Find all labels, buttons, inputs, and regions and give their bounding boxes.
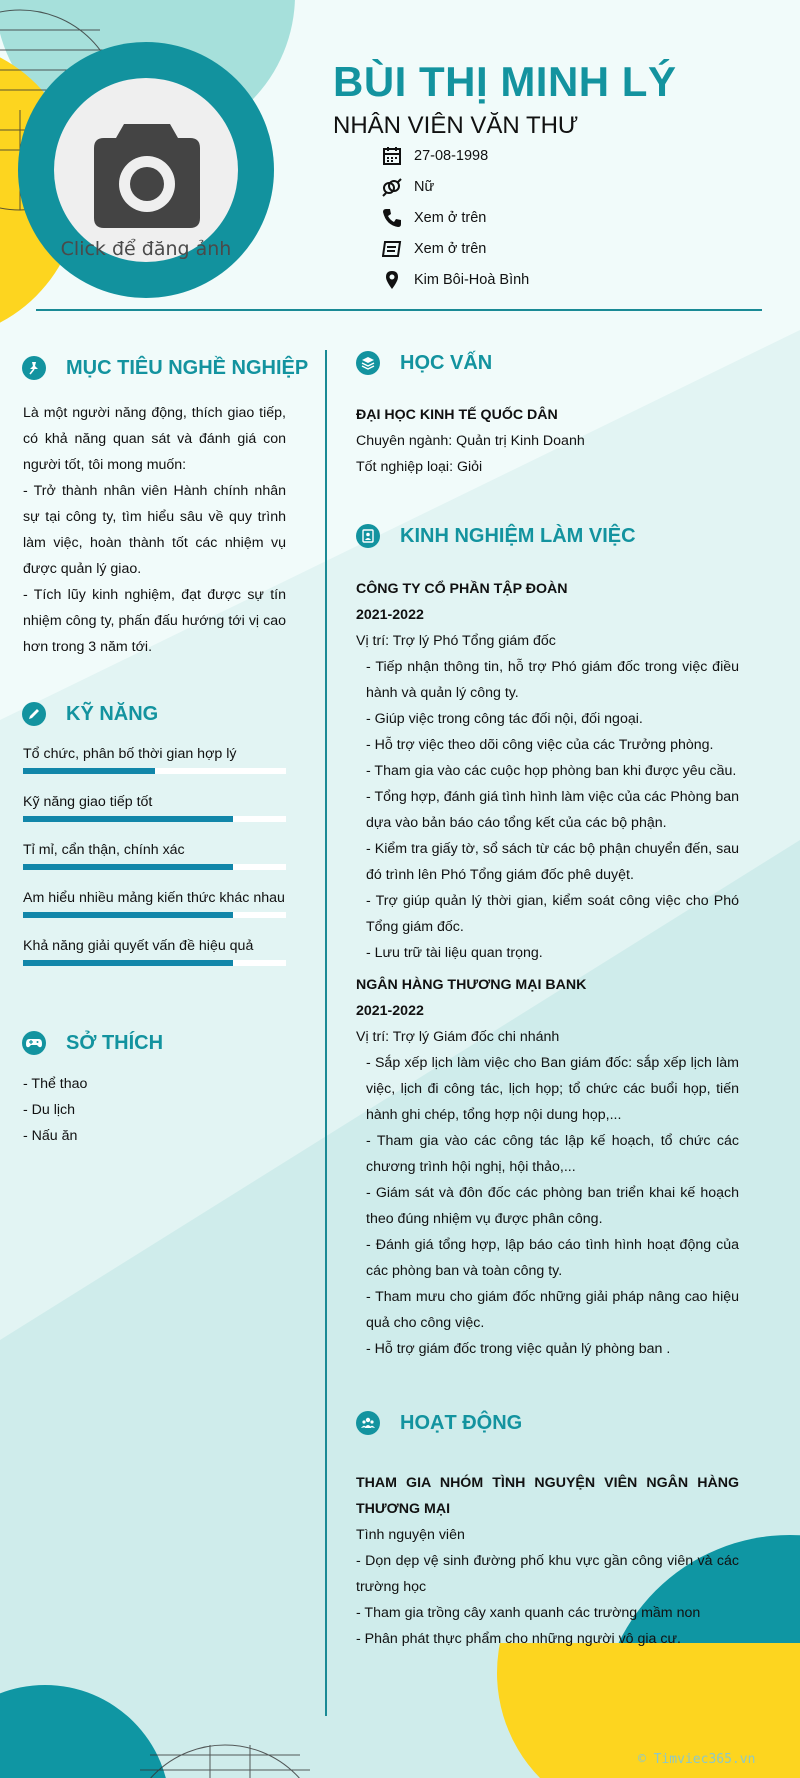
experience-heading <box>356 524 636 548</box>
list-item: - Tiếp nhận thông tin, hỗ trợ Phó giám đốc trong việc điều hành và quản lý công ty. <box>366 659 739 701</box>
avatar-frame <box>18 42 274 298</box>
objective-text: Là một người năng động, thích giao tiếp, có khả năng quan sát và đánh giá con người tốt, tôi mong muốn: - Trở thành nhân viên Hành chính nhân sự tại công ty, tìm hiểu sâu về quy trình làm việc, hoàn thành tốt các nhiệm vụ được quản lý giao. - Tích lũy kinh nghiệm, đạt được sự tín nhiệm công ty, phấn đấu hướng tới vị cao hơn trong 3 năm tới. <box>23 405 286 655</box>
education-major: Chuyên ngành: Quản trị Kinh Doanh <box>356 433 585 449</box>
objective-heading <box>22 356 308 380</box>
education-grade: Tốt nghiệp loại: Giỏi <box>356 459 483 475</box>
camera-icon <box>94 124 200 228</box>
list-item: - Hỗ trợ giám đốc trong việc quản lý phòng ban . <box>366 1341 671 1357</box>
group-icon <box>361 1416 375 1430</box>
education-title: HỌC VẤN <box>400 351 493 374</box>
list-item: - Tham gia vào các công tác lập kế hoạch, tổ chức các chương trình hội nghị, hội thảo,... <box>366 1133 739 1175</box>
info-email <box>382 233 529 264</box>
skill-bar-fill <box>23 960 233 966</box>
experience-title: KINH NGHIỆM LÀM VIỆC <box>400 524 636 547</box>
skills-heading <box>22 702 158 726</box>
pencil-icon <box>27 707 41 721</box>
skill-bar-fill <box>23 768 155 774</box>
gender-icon <box>382 177 402 197</box>
info-gender <box>382 171 529 202</box>
job-tasks <box>356 654 739 966</box>
company-name: NGÂN HÀNG THƯƠNG MẠI BANK <box>356 977 587 993</box>
skill-bar <box>23 864 286 870</box>
skill-item <box>23 792 286 822</box>
info-gender-text: Nữ <box>414 178 435 195</box>
info-birthdate <box>382 140 529 171</box>
activities-block <box>356 1470 739 1652</box>
avatar-upload[interactable] <box>54 78 238 262</box>
job-tasks <box>356 1050 739 1362</box>
list-item: - Thể thao <box>23 1076 88 1092</box>
header-divider <box>36 309 762 311</box>
skill-bar <box>23 768 286 774</box>
info-birthdate-text: 27-08-1998 <box>414 147 489 164</box>
calendar-icon <box>382 146 402 166</box>
skill-label: Khả năng giải quyết vấn đề hiệu quả <box>23 938 254 954</box>
avatar-upload-label: Click để đăng ảnh <box>60 238 232 260</box>
experience-job <box>356 972 739 1362</box>
skill-bar <box>23 912 286 918</box>
list-item: - Dọn dẹp vệ sinh đường phố khu vực gần công viên và các trường học <box>356 1553 739 1595</box>
skill-label: Kỹ năng giao tiếp tốt <box>23 794 153 810</box>
list-item: - Tham gia vào các cuộc họp phòng ban khi được yêu cầu. <box>366 763 737 779</box>
list-item: - Kiểm tra giấy tờ, sổ sách từ các bộ phận chuyển đến, sau đó trình lên Phó Tổng giám đốc phê duyệt. <box>366 841 739 883</box>
list-item: - Trợ giúp quản lý thời gian, kiểm soát công việc cho Phó Tổng giám đốc. <box>366 893 739 935</box>
education-heading <box>356 351 492 375</box>
list-item: - Hỗ trợ việc theo dõi công việc của các Trưởng phòng. <box>366 737 714 753</box>
location-icon <box>382 270 402 290</box>
skill-bar <box>23 816 286 822</box>
skill-label: Tỉ mỉ, cẩn thận, chính xác <box>23 842 185 858</box>
list-item: - Sắp xếp lịch làm việc cho Ban giám đốc: sắp xếp lịch làm việc, lịch đi công tác, lịch họp; tổ chức các buổi họp, tiến hành ghi chép, tổng hợp nội dung họp,... <box>366 1055 739 1123</box>
hobbies-heading <box>22 1031 163 1055</box>
activity-organization: THAM GIA NHÓM TÌNH NGUYỆN VIÊN NGÂN HÀNG THƯƠNG MẠI <box>356 1475 739 1517</box>
column-divider <box>325 350 327 1716</box>
activities-title: HOẠT ĐỘNG <box>400 1411 523 1434</box>
job-period: 2021-2022 <box>356 607 424 623</box>
list-item: - Giám sát và đôn đốc các phòng ban triển khai kế hoạch theo đúng nhiệm vụ được phân công. <box>366 1185 739 1227</box>
skill-bar-fill <box>23 816 233 822</box>
list-item: - Đánh giá tổng hợp, lập báo cáo tình hình hoạt động của các phòng ban và toàn công ty. <box>366 1237 739 1279</box>
skill-label: Tổ chức, phân bố thời gian hợp lý <box>23 746 237 762</box>
hobbies-title: SỞ THÍCH <box>66 1031 164 1054</box>
list-item: - Nấu ăn <box>23 1128 78 1144</box>
skill-label: Am hiểu nhiều mảng kiến thức khác nhau <box>23 890 285 906</box>
watermark: © Timviec365.vn <box>638 1752 756 1767</box>
info-location <box>382 264 529 295</box>
skill-bar-fill <box>23 912 233 918</box>
list-item: - Giúp việc trong công tác đối nội, đối ngoại. <box>366 711 643 727</box>
list-item: - Lưu trữ tài liệu quan trọng. <box>366 945 543 961</box>
list-item: - Tham gia trồng cây xanh quanh các trường mầm non <box>356 1605 701 1621</box>
skill-item <box>23 936 286 966</box>
list-item: - Du lịch <box>23 1102 76 1118</box>
skills-title: KỸ NĂNG <box>66 702 159 725</box>
info-location-text: Kim Bôi-Hoà Bình <box>414 271 530 288</box>
job-position: Vị trí: Trợ lý Phó Tổng giám đốc <box>356 633 556 649</box>
skill-bar-fill <box>23 864 233 870</box>
email-icon <box>382 239 402 259</box>
skill-bar <box>23 960 286 966</box>
activity-role: Tình nguyện viên <box>356 1527 465 1543</box>
info-phone <box>382 202 529 233</box>
skill-item <box>23 744 286 774</box>
list-item: - Tham mưu cho giám đốc những giải pháp nâng cao hiệu quả cho công việc. <box>366 1289 739 1331</box>
gamepad-icon <box>26 1036 42 1050</box>
info-email-text: Xem ở trên <box>414 240 487 257</box>
candidate-name: BÙI THỊ MINH LÝ <box>333 58 677 105</box>
job-position: Vị trí: Trợ lý Giám đốc chi nhánh <box>356 1029 560 1045</box>
pin-icon <box>27 361 41 375</box>
skill-item <box>23 888 286 918</box>
job-period: 2021-2022 <box>356 1003 424 1019</box>
company-name: CÔNG TY CỔ PHẦN TẬP ĐOÀN <box>356 581 568 597</box>
layers-icon <box>361 356 375 370</box>
info-phone-text: Xem ở trên <box>414 209 487 226</box>
activities-heading <box>356 1411 522 1435</box>
school-name: ĐẠI HỌC KINH TẾ QUỐC DÂN <box>356 407 558 423</box>
experience-job <box>356 576 739 966</box>
list-item: - Phân phát thực phẩm cho những người vô gia cư. <box>356 1631 681 1647</box>
job-title: NHÂN VIÊN VĂN THƯ <box>333 112 579 139</box>
list-item: - Tổng hợp, đánh giá tình hình làm việc của các Phòng ban dựa vào bản báo cáo tổng kết của các bộ phận. <box>366 789 739 831</box>
personal-info <box>382 140 529 295</box>
contact-icon <box>361 529 375 543</box>
phone-icon <box>382 208 402 228</box>
objective-title: MỤC TIÊU NGHỀ NGHIỆP <box>66 356 309 379</box>
education-block <box>356 402 739 480</box>
skill-item <box>23 840 286 870</box>
hobbies-list <box>23 1071 87 1149</box>
